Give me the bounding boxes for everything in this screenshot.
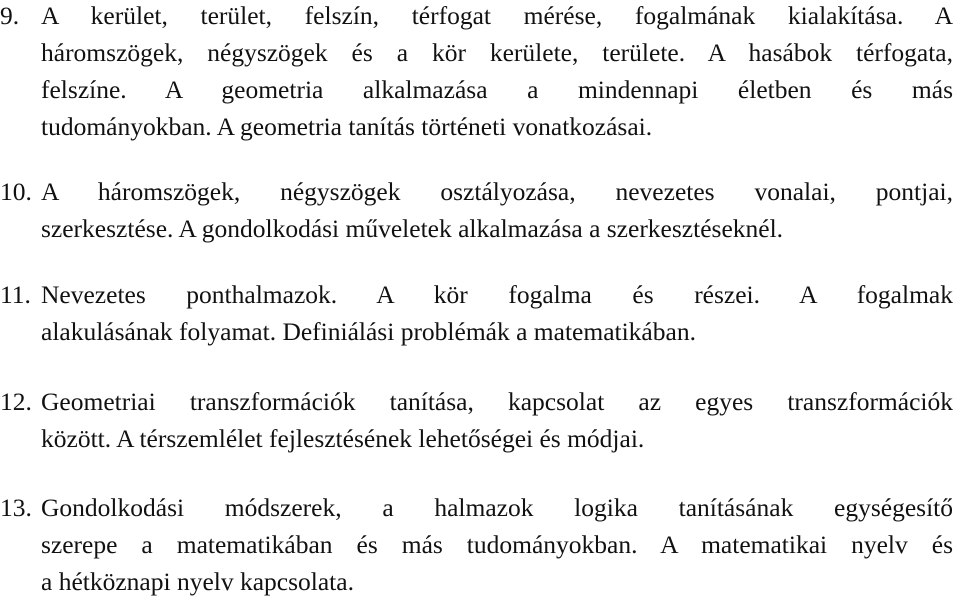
list-item-12 xyxy=(0,384,953,458)
item-text-line: Gondolkodási módszerek, a halmazok logika tanításának egységesítő xyxy=(41,493,953,522)
item-number: 11. xyxy=(0,280,31,309)
item-number: 9. xyxy=(0,1,20,30)
item-text-line: alakulásának folyamat. Definiálási problémák a matematikában. xyxy=(41,317,696,346)
item-number: 10. xyxy=(0,177,32,206)
item-text-line: a hétköznapi nyelv kapcsolata. xyxy=(41,567,354,596)
list-item-13 xyxy=(0,490,953,600)
item-text-line: szerepe a matematikában és más tudományokban. A matematikai nyelv és xyxy=(41,530,953,559)
item-text-line: között. A térszemlélet fejlesztésének lehetőségei és módjai. xyxy=(41,424,645,453)
list-item-9 xyxy=(0,0,953,144)
item-text-line: felszíne. A geometria alkalmazása a mindennapi életben és más xyxy=(41,75,953,104)
item-text-line: Geometriai transzformációk tanítása, kapcsolat az egyes transzformációk xyxy=(41,387,953,416)
item-number: 13. xyxy=(0,493,32,522)
list-item-11 xyxy=(0,277,953,351)
item-text-line: tudományokban. A geometria tanítás történeti vonatkozásai. xyxy=(41,112,653,141)
item-number: 12. xyxy=(0,387,32,416)
list-item-10 xyxy=(0,174,953,248)
item-text-line: Nevezetes ponthalmazok. A kör fogalma és részei. A fogalmak xyxy=(41,280,953,309)
item-text-line: szerkesztése. A gondolkodási műveletek alkalmazása a szerkesztéseknél. xyxy=(41,214,784,243)
item-text-line: háromszögek, négyszögek és a kör kerülete, területe. A hasábok térfogata, xyxy=(41,38,953,67)
item-text-line: A kerület, terület, felszín, térfogat mérése, fogalmának kialakítása. A xyxy=(41,1,953,30)
item-text-line: A háromszögek, négyszögek osztályozása, nevezetes vonalai, pontjai, xyxy=(41,177,953,206)
